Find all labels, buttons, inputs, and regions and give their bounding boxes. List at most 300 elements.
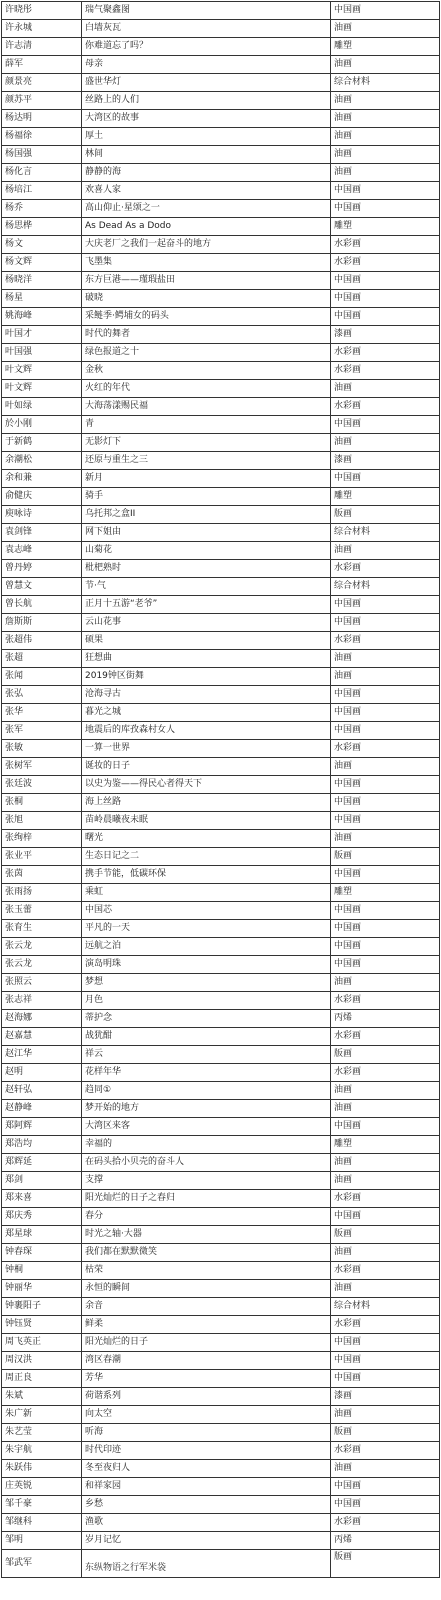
table-row: [2, 974, 440, 992]
table-row: [2, 722, 440, 740]
artist-name-cell: 於小刚: [2, 416, 82, 434]
artwork-category-cell: 中国画: [331, 308, 440, 326]
artist-name-cell: 许永城: [2, 20, 82, 38]
artist-name-cell: 郑星球: [2, 1226, 82, 1244]
artwork-category-cell: 中国画: [331, 866, 440, 884]
table-row: [2, 1010, 440, 1028]
artwork-category-cell: 水彩画: [331, 398, 440, 416]
artwork-title-cell: 盛世华灯: [82, 74, 331, 92]
artwork-category-cell: 水彩画: [331, 344, 440, 362]
artwork-category-cell: 水彩画: [331, 1262, 440, 1280]
artist-name-cell: 张云龙: [2, 938, 82, 956]
artwork-title-cell: 和祥家园: [82, 1478, 331, 1496]
artwork-category-cell: 油画: [331, 758, 440, 776]
table-row: [2, 452, 440, 470]
artwork-title-cell: 金秋: [82, 362, 331, 380]
artwork-title-cell: 鲜柔: [82, 1316, 331, 1334]
artwork-category-cell: 油画: [331, 1460, 440, 1478]
artwork-category-cell: 综合材料: [331, 578, 440, 596]
artwork-title-cell: 无影灯下: [82, 434, 331, 452]
table-row: [2, 200, 440, 218]
artwork-title-cell: 厚土: [82, 128, 331, 146]
artwork-category-cell: 油画: [331, 1172, 440, 1190]
artwork-category-cell: 水彩画: [331, 1028, 440, 1046]
table-row: [2, 956, 440, 974]
artwork-title-cell: 静静的海: [82, 164, 331, 182]
artist-name-cell: 周正良: [2, 1370, 82, 1388]
artwork-category-cell: 中国画: [331, 812, 440, 830]
artwork-category-cell: 中国画: [331, 722, 440, 740]
table-row: [2, 470, 440, 488]
table-row: [2, 1118, 440, 1136]
artist-name-cell: 张树军: [2, 758, 82, 776]
artwork-title-cell: 阳光灿烂的日子之春归: [82, 1190, 331, 1208]
artwork-title-cell: 青: [82, 416, 331, 434]
artist-name-cell: 张雨扬: [2, 884, 82, 902]
table-row: [2, 1208, 440, 1226]
artwork-title-cell: 时代的舞者: [82, 326, 331, 344]
artist-name-cell: 郑来喜: [2, 1190, 82, 1208]
artwork-title-cell: 2019钟区街舞: [82, 668, 331, 686]
artwork-category-cell: 雕塑: [331, 488, 440, 506]
artwork-title-cell: 狂想曲: [82, 650, 331, 668]
artwork-title-cell: 春分: [82, 1208, 331, 1226]
artwork-title-cell: 听海: [82, 1424, 331, 1442]
table-row: [2, 20, 440, 38]
table-row: [2, 830, 440, 848]
artwork-category-cell: 综合材料: [331, 524, 440, 542]
table-row: [2, 866, 440, 884]
table-row: [2, 1532, 440, 1550]
artwork-title-cell: 时代印迹: [82, 1442, 331, 1460]
artwork-title-cell: 欢喜人家: [82, 182, 331, 200]
artist-name-cell: 叶国才: [2, 326, 82, 344]
artist-name-cell: 张云龙: [2, 956, 82, 974]
artist-name-cell: 薛军: [2, 56, 82, 74]
artist-name-cell: 赵明: [2, 1064, 82, 1082]
artist-name-cell: 朱艺莹: [2, 1424, 82, 1442]
artwork-title-cell: 沧海寻古: [82, 686, 331, 704]
artwork-category-cell: 油画: [331, 650, 440, 668]
artist-name-cell: 杨培江: [2, 182, 82, 200]
artwork-title-cell: 绿色报道之十: [82, 344, 331, 362]
artist-name-cell: 杨乔: [2, 200, 82, 218]
artist-name-cell: 张军: [2, 722, 82, 740]
artwork-category-cell: 油画: [331, 1154, 440, 1172]
artwork-title-cell: 正月十五游“老爷”: [82, 596, 331, 614]
artwork-title-cell: 梦开始的地方: [82, 1100, 331, 1118]
artist-name-cell: 邹千豪: [2, 1496, 82, 1514]
table-row: [2, 1514, 440, 1532]
artwork-category-cell: 漆画: [331, 1388, 440, 1406]
artwork-category-cell: 中国画: [331, 794, 440, 812]
artwork-category-cell: 水彩画: [331, 560, 440, 578]
artwork-category-cell: 中国画: [331, 938, 440, 956]
artist-name-cell: 庄英锐: [2, 1478, 82, 1496]
artist-name-cell: 钟丽华: [2, 1280, 82, 1298]
artwork-category-cell: 水彩画: [331, 1514, 440, 1532]
artwork-category-cell: 油画: [331, 1244, 440, 1262]
artwork-category-cell: 雕塑: [331, 1136, 440, 1154]
artwork-title-cell: 支撑: [82, 1172, 331, 1190]
table-row: [2, 56, 440, 74]
artwork-title-cell: 骑手: [82, 488, 331, 506]
table-row: [2, 1100, 440, 1118]
table-row: [2, 434, 440, 452]
artwork-title-cell: 岁月记忆: [82, 1532, 331, 1550]
artwork-title-cell: 东方巨港——瑾瑕盐田: [82, 272, 331, 290]
artist-name-cell: 张敏: [2, 740, 82, 758]
table-row: [2, 1406, 440, 1424]
table-row: [2, 128, 440, 146]
table-row: [2, 812, 440, 830]
artwork-title-cell: 高山仰止·星颂之一: [82, 200, 331, 218]
artwork-title-cell: 荷谐系列: [82, 1388, 331, 1406]
artist-name-cell: 朱宇航: [2, 1442, 82, 1460]
artwork-category-cell: 中国画: [331, 416, 440, 434]
table-row: [2, 1136, 440, 1154]
artwork-category-cell: 版画: [331, 1550, 440, 1578]
artist-name-cell: 杨文: [2, 236, 82, 254]
artist-name-cell: 杨化言: [2, 164, 82, 182]
artist-name-cell: 叶文辉: [2, 380, 82, 398]
table-row: [2, 1496, 440, 1514]
artwork-title-cell: 网下姐由: [82, 524, 331, 542]
table-row: [2, 1172, 440, 1190]
artist-name-cell: 周汉洪: [2, 1352, 82, 1370]
table-row: [2, 488, 440, 506]
artist-name-cell: 张桐: [2, 794, 82, 812]
artwork-list-body: [2, 2, 440, 1578]
artwork-title-cell: 生态日记之二: [82, 848, 331, 866]
table-row: [2, 1064, 440, 1082]
table-row: [2, 380, 440, 398]
artwork-title-cell: 新月: [82, 470, 331, 488]
artwork-title-cell: 携手节能，低碳环保: [82, 866, 331, 884]
artist-name-cell: 余潮松: [2, 452, 82, 470]
artist-name-cell: 杨国强: [2, 146, 82, 164]
artwork-title-cell: 大海荡漾赐民福: [82, 398, 331, 416]
artwork-category-cell: 水彩画: [331, 740, 440, 758]
table-row: [2, 1082, 440, 1100]
table-row: [2, 650, 440, 668]
artist-name-cell: 张照云: [2, 974, 82, 992]
artwork-category-cell: 版画: [331, 506, 440, 524]
artwork-title-cell: 硕果: [82, 632, 331, 650]
artwork-title-cell: 乘虹: [82, 884, 331, 902]
table-row: [2, 1244, 440, 1262]
artwork-title-cell: 飞墨集: [82, 254, 331, 272]
table-row: [2, 1280, 440, 1298]
artist-name-cell: 颜苏平: [2, 92, 82, 110]
artist-name-cell: 张华: [2, 704, 82, 722]
artwork-title-cell: 东纵物语之行军米袋: [82, 1550, 331, 1578]
artwork-title-cell: 幸福的: [82, 1136, 331, 1154]
artist-name-cell: 张超伟: [2, 632, 82, 650]
artist-name-cell: 张超: [2, 650, 82, 668]
artwork-category-cell: 油画: [331, 92, 440, 110]
artist-name-cell: 邹武军: [2, 1550, 82, 1578]
artwork-title-cell: 中国芯: [82, 902, 331, 920]
table-row: [2, 1388, 440, 1406]
artist-name-cell: 赵静峰: [2, 1100, 82, 1118]
artist-name-cell: 袁剑锋: [2, 524, 82, 542]
artist-name-cell: 张育生: [2, 920, 82, 938]
artist-name-cell: 郑剑: [2, 1172, 82, 1190]
artwork-title-cell: 湾区春潮: [82, 1352, 331, 1370]
table-row: [2, 1316, 440, 1334]
table-row: [2, 902, 440, 920]
artwork-category-cell: 油画: [331, 56, 440, 74]
artwork-title-cell: 战犹酣: [82, 1028, 331, 1046]
table-row: [2, 254, 440, 272]
table-row: [2, 1424, 440, 1442]
artwork-category-cell: 油画: [331, 434, 440, 452]
artist-name-cell: 杨福徐: [2, 128, 82, 146]
artist-name-cell: 钟裹阳子: [2, 1298, 82, 1316]
artwork-category-cell: 综合材料: [331, 1298, 440, 1316]
table-row: [2, 74, 440, 92]
artist-name-cell: 郑庆秀: [2, 1208, 82, 1226]
table-row: [2, 38, 440, 56]
artwork-category-cell: 中国画: [331, 1496, 440, 1514]
artist-name-cell: 俞健庆: [2, 488, 82, 506]
artist-name-cell: 张弘: [2, 686, 82, 704]
artwork-category-cell: 水彩画: [331, 632, 440, 650]
table-row: [2, 182, 440, 200]
artwork-title-cell: 梦想: [82, 974, 331, 992]
table-row: [2, 1550, 440, 1578]
artist-name-cell: 杨星: [2, 290, 82, 308]
artwork-title-cell: 冬至夜归人: [82, 1460, 331, 1478]
table-row: [2, 110, 440, 128]
artwork-title-cell: 暮光之城: [82, 704, 331, 722]
artist-name-cell: 张玉蕾: [2, 902, 82, 920]
artist-name-cell: 郑辉延: [2, 1154, 82, 1172]
artist-name-cell: 于新鹤: [2, 434, 82, 452]
table-row: [2, 848, 440, 866]
artist-name-cell: 张廷波: [2, 776, 82, 794]
artwork-title-cell: 节·气: [82, 578, 331, 596]
artist-name-cell: 赵轩弘: [2, 1082, 82, 1100]
artwork-title-cell: 山菊花: [82, 542, 331, 560]
table-row: [2, 668, 440, 686]
artwork-category-cell: 丙烯: [331, 1010, 440, 1028]
table-row: [2, 1442, 440, 1460]
artwork-category-cell: 漆画: [331, 452, 440, 470]
table-row: [2, 542, 440, 560]
table-row: [2, 596, 440, 614]
table-row: [2, 1154, 440, 1172]
artist-name-cell: 张绚梓: [2, 830, 82, 848]
artwork-category-cell: 油画: [331, 830, 440, 848]
artwork-category-cell: 雕塑: [331, 38, 440, 56]
artwork-category-cell: 水彩画: [331, 1064, 440, 1082]
artist-name-cell: 叶国强: [2, 344, 82, 362]
table-row: [2, 776, 440, 794]
artwork-title-cell: 火红的年代: [82, 380, 331, 398]
artist-name-cell: 叶文辉: [2, 362, 82, 380]
artwork-list-table: [1, 1, 440, 1578]
table-row: [2, 146, 440, 164]
artist-name-cell: 袁志峰: [2, 542, 82, 560]
artist-name-cell: 张业平: [2, 848, 82, 866]
table-row: [2, 920, 440, 938]
artwork-category-cell: 中国画: [331, 290, 440, 308]
artist-name-cell: 颜景亮: [2, 74, 82, 92]
artwork-category-cell: 油画: [331, 110, 440, 128]
artwork-category-cell: 油画: [331, 1082, 440, 1100]
table-row: [2, 416, 440, 434]
artwork-category-cell: 中国画: [331, 902, 440, 920]
artwork-category-cell: 油画: [331, 542, 440, 560]
artwork-title-cell: 丝路上的人们: [82, 92, 331, 110]
table-row: [2, 740, 440, 758]
artist-name-cell: 赵嘉慧: [2, 1028, 82, 1046]
artwork-category-cell: 漆画: [331, 326, 440, 344]
artist-name-cell: 曾长航: [2, 596, 82, 614]
table-row: [2, 362, 440, 380]
artist-name-cell: 周飞英正: [2, 1334, 82, 1352]
artwork-category-cell: 中国画: [331, 200, 440, 218]
table-row: [2, 632, 440, 650]
artist-name-cell: 曾慧文: [2, 578, 82, 596]
table-row: [2, 938, 440, 956]
artwork-title-cell: 诞妆的日子: [82, 758, 331, 776]
table-row: [2, 398, 440, 416]
artwork-category-cell: 中国画: [331, 686, 440, 704]
artwork-category-cell: 版画: [331, 1046, 440, 1064]
table-row: [2, 1046, 440, 1064]
artist-name-cell: 詹斯斯: [2, 614, 82, 632]
artwork-title-cell: 趋同①: [82, 1082, 331, 1100]
artwork-title-cell: 花样年华: [82, 1064, 331, 1082]
artwork-category-cell: 油画: [331, 974, 440, 992]
artwork-title-cell: 你难道忘了吗？: [82, 38, 331, 56]
artwork-title-cell: 以史为鉴——得民心者得天下: [82, 776, 331, 794]
artwork-title-cell: 余音: [82, 1298, 331, 1316]
artwork-title-cell: 永恒的瞬间: [82, 1280, 331, 1298]
artwork-category-cell: 中国画: [331, 1208, 440, 1226]
artwork-category-cell: 水彩画: [331, 992, 440, 1010]
table-row: [2, 164, 440, 182]
artwork-category-cell: 中国画: [331, 1334, 440, 1352]
artist-name-cell: 钟春琛: [2, 1244, 82, 1262]
table-row: [2, 272, 440, 290]
artwork-title-cell: 大湾区来客: [82, 1118, 331, 1136]
artwork-title-cell: 大湾区的故事: [82, 110, 331, 128]
table-row: [2, 614, 440, 632]
artwork-title-cell: As Dead As a Dodo: [82, 218, 331, 236]
artist-name-cell: 赵江华: [2, 1046, 82, 1064]
artwork-category-cell: 水彩画: [331, 362, 440, 380]
artist-name-cell: 许晓彤: [2, 2, 82, 20]
table-row: [2, 1460, 440, 1478]
table-row: [2, 1028, 440, 1046]
artist-name-cell: 杨晓洋: [2, 272, 82, 290]
artwork-category-cell: 油画: [331, 146, 440, 164]
artwork-category-cell: 中国画: [331, 596, 440, 614]
table-row: [2, 758, 440, 776]
artwork-category-cell: 水彩画: [331, 1190, 440, 1208]
artist-name-cell: 郑浩均: [2, 1136, 82, 1154]
artwork-category-cell: 中国画: [331, 272, 440, 290]
table-row: [2, 884, 440, 902]
artwork-category-cell: 中国画: [331, 470, 440, 488]
artist-name-cell: 朱跃伟: [2, 1460, 82, 1478]
artwork-title-cell: 大庆老厂之我们一起奋斗的地方: [82, 236, 331, 254]
table-row: [2, 578, 440, 596]
artwork-category-cell: 中国画: [331, 1118, 440, 1136]
artwork-title-cell: 月色: [82, 992, 331, 1010]
artwork-category-cell: 油画: [331, 20, 440, 38]
artwork-title-cell: 演岛明珠: [82, 956, 331, 974]
artwork-title-cell: 采鲢季·鳄埔女的码头: [82, 308, 331, 326]
artist-name-cell: 杨达明: [2, 110, 82, 128]
table-row: [2, 560, 440, 578]
table-row: [2, 92, 440, 110]
artwork-category-cell: 油画: [331, 668, 440, 686]
artwork-category-cell: 中国画: [331, 182, 440, 200]
artist-name-cell: 钟桐: [2, 1262, 82, 1280]
artwork-title-cell: 云山花事: [82, 614, 331, 632]
table-row: [2, 506, 440, 524]
table-row: [2, 524, 440, 542]
artist-name-cell: 张茵: [2, 866, 82, 884]
artist-name-cell: 朱广新: [2, 1406, 82, 1424]
artwork-category-cell: 雕塑: [331, 218, 440, 236]
artwork-title-cell: 白墙灰瓦: [82, 20, 331, 38]
artist-name-cell: 许志清: [2, 38, 82, 56]
artwork-category-cell: 中国画: [331, 1370, 440, 1388]
table-row: [2, 992, 440, 1010]
artwork-category-cell: 丙烯: [331, 1532, 440, 1550]
artwork-title-cell: 蒂护念: [82, 1010, 331, 1028]
table-row: [2, 308, 440, 326]
artwork-title-cell: 在码头拾小贝壳的奋斗人: [82, 1154, 331, 1172]
artwork-title-cell: 地震后的库孜森村女人: [82, 722, 331, 740]
artwork-category-cell: 中国画: [331, 776, 440, 794]
table-row: [2, 794, 440, 812]
artwork-title-cell: 乌托邦之盒II: [82, 506, 331, 524]
artwork-title-cell: 曙光: [82, 830, 331, 848]
artwork-title-cell: 林间: [82, 146, 331, 164]
table-row: [2, 1298, 440, 1316]
artwork-title-cell: 母亲: [82, 56, 331, 74]
artwork-category-cell: 综合材料: [331, 74, 440, 92]
artwork-category-cell: 版画: [331, 1226, 440, 1244]
artwork-category-cell: 中国画: [331, 704, 440, 722]
artwork-title-cell: 一算一世界: [82, 740, 331, 758]
table-row: [2, 326, 440, 344]
artist-name-cell: 曾丹婷: [2, 560, 82, 578]
artwork-category-cell: 中国画: [331, 2, 440, 20]
table-row: [2, 1334, 440, 1352]
table-row: [2, 236, 440, 254]
artwork-category-cell: 油画: [331, 164, 440, 182]
artwork-title-cell: 芳华: [82, 1370, 331, 1388]
artist-name-cell: 杨思桦: [2, 218, 82, 236]
artist-name-cell: 邹明: [2, 1532, 82, 1550]
table-row: [2, 218, 440, 236]
artwork-category-cell: 油画: [331, 128, 440, 146]
artist-name-cell: 赵海娜: [2, 1010, 82, 1028]
table-row: [2, 1370, 440, 1388]
artist-name-cell: 姚海峰: [2, 308, 82, 326]
artwork-title-cell: 瑞气聚鑫图: [82, 2, 331, 20]
artwork-title-cell: 平凡的一天: [82, 920, 331, 938]
artwork-title-cell: 枯荣: [82, 1262, 331, 1280]
